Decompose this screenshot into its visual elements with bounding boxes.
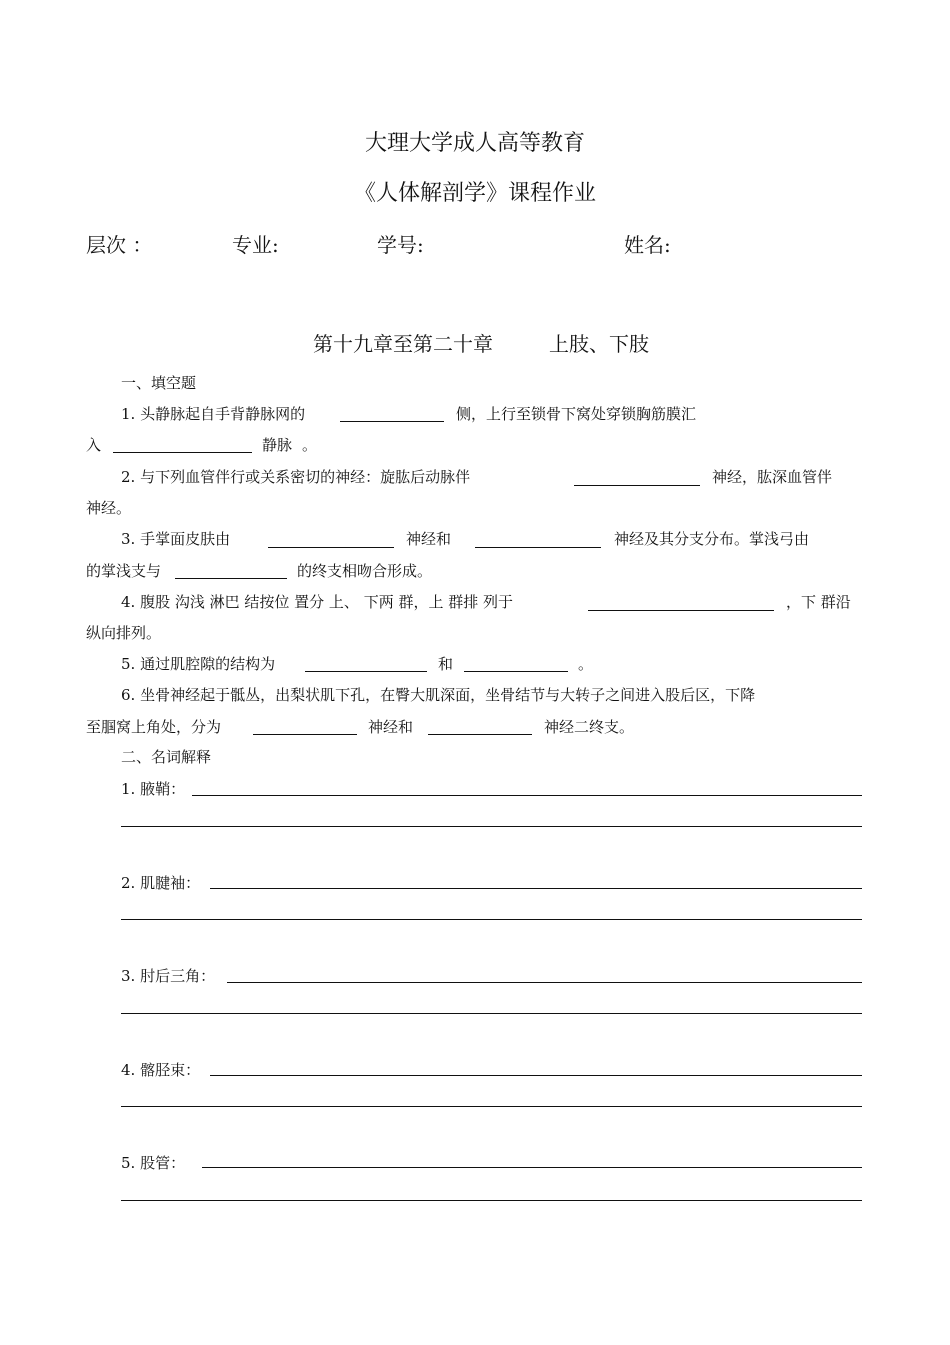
- q2-text-b: 神经，肱深血管伴: [712, 468, 833, 486]
- q5-text-b: 和: [438, 655, 454, 673]
- term-1-answer-line-2[interactable]: [121, 826, 862, 827]
- q1-text-e: 。: [302, 436, 318, 454]
- major-label: 专业:: [232, 233, 279, 257]
- q5-blank-1[interactable]: [305, 671, 427, 672]
- chapter-range: 第十九章至第二十章: [313, 332, 493, 356]
- q5-text-a: 5. 通过肌腔隙的结构为: [121, 655, 276, 673]
- course-title: 《人体解剖学》课程作业: [353, 181, 596, 206]
- q3-text-a: 3. 手掌面皮肤由: [121, 530, 231, 548]
- q5-text-c: 。: [578, 655, 594, 673]
- term-4-answer-line-2[interactable]: [121, 1106, 862, 1107]
- section-term-definition-heading: 二、名词解释: [121, 748, 212, 766]
- term-2-answer-line-2[interactable]: [121, 919, 862, 920]
- q6-text-c: 神经和: [368, 718, 414, 736]
- q6-text-d: 神经二终支。: [544, 718, 635, 736]
- term-2-answer-line-1[interactable]: [210, 888, 862, 889]
- q4-blank-1[interactable]: [588, 610, 774, 611]
- q5-blank-2[interactable]: [464, 671, 568, 672]
- q6-text-a: 6. 坐骨神经起于骶丛，出梨状肌下孔，在臀大肌深面，坐骨结节与大转子之间进入股后区，下降: [121, 686, 756, 704]
- term-2-label: 2. 肌腱袖：: [121, 874, 201, 892]
- level-label: 层次 ：: [86, 233, 153, 257]
- term-1-label: 1. 腋鞘：: [121, 780, 186, 798]
- term-5-answer-line-2[interactable]: [121, 1200, 862, 1201]
- chapter-topic: 上肢、下肢: [549, 332, 649, 356]
- q1-blank-2[interactable]: [113, 452, 252, 453]
- q3-text-d: 的掌浅支与: [86, 562, 162, 580]
- q3-blank-3[interactable]: [175, 578, 287, 579]
- document-title: 大理大学成人高等教育: [364, 131, 585, 156]
- q1-text-a: 1. 头静脉起自手背静脉网的: [121, 405, 306, 423]
- q1-blank-1[interactable]: [340, 421, 444, 422]
- term-3-answer-line-1[interactable]: [227, 982, 862, 983]
- name-label: 姓名:: [624, 233, 671, 257]
- q6-text-b: 至腘窝上角处，分为: [86, 718, 222, 736]
- q6-blank-1[interactable]: [253, 734, 357, 735]
- term-5-answer-line-1[interactable]: [202, 1167, 862, 1168]
- q3-text-e: 的终支相吻合形成。: [297, 562, 433, 580]
- q2-blank-1[interactable]: [574, 485, 700, 486]
- q4-text-a: 4. 腹股 沟浅 淋巴 结按位 置分 上、 下两 群，上 群排 列于: [121, 593, 513, 611]
- q1-text-d: 静脉: [262, 436, 293, 454]
- q4-text-b: ，下 群沿: [786, 593, 851, 611]
- q2-text-c: 神经。: [86, 499, 132, 517]
- student-number-label: 学号:: [377, 233, 424, 257]
- term-3-label: 3. 肘后三角：: [121, 967, 216, 985]
- q6-blank-2[interactable]: [428, 734, 532, 735]
- q3-blank-2[interactable]: [475, 547, 601, 548]
- q3-text-c: 神经及其分支分布。掌浅弓由: [614, 530, 810, 548]
- q2-text-a: 2. 与下列血管伴行或关系密切的神经：旋肱后动脉伴: [121, 468, 471, 486]
- term-4-label: 4. 髂胫束：: [121, 1061, 201, 1079]
- section-fill-blank-heading: 一、填空题: [121, 374, 197, 392]
- term-3-answer-line-2[interactable]: [121, 1013, 862, 1014]
- q3-blank-1[interactable]: [268, 547, 394, 548]
- term-5-label: 5. 股管：: [121, 1154, 186, 1172]
- q1-text-c: 入: [86, 436, 102, 454]
- term-1-answer-line-1[interactable]: [192, 795, 862, 796]
- q1-text-b: 侧，上行至锁骨下窝处穿锁胸筋膜汇: [456, 405, 697, 423]
- term-4-answer-line-1[interactable]: [210, 1075, 862, 1076]
- q3-text-b: 神经和: [406, 530, 452, 548]
- q4-text-c: 纵向排列。: [86, 624, 162, 642]
